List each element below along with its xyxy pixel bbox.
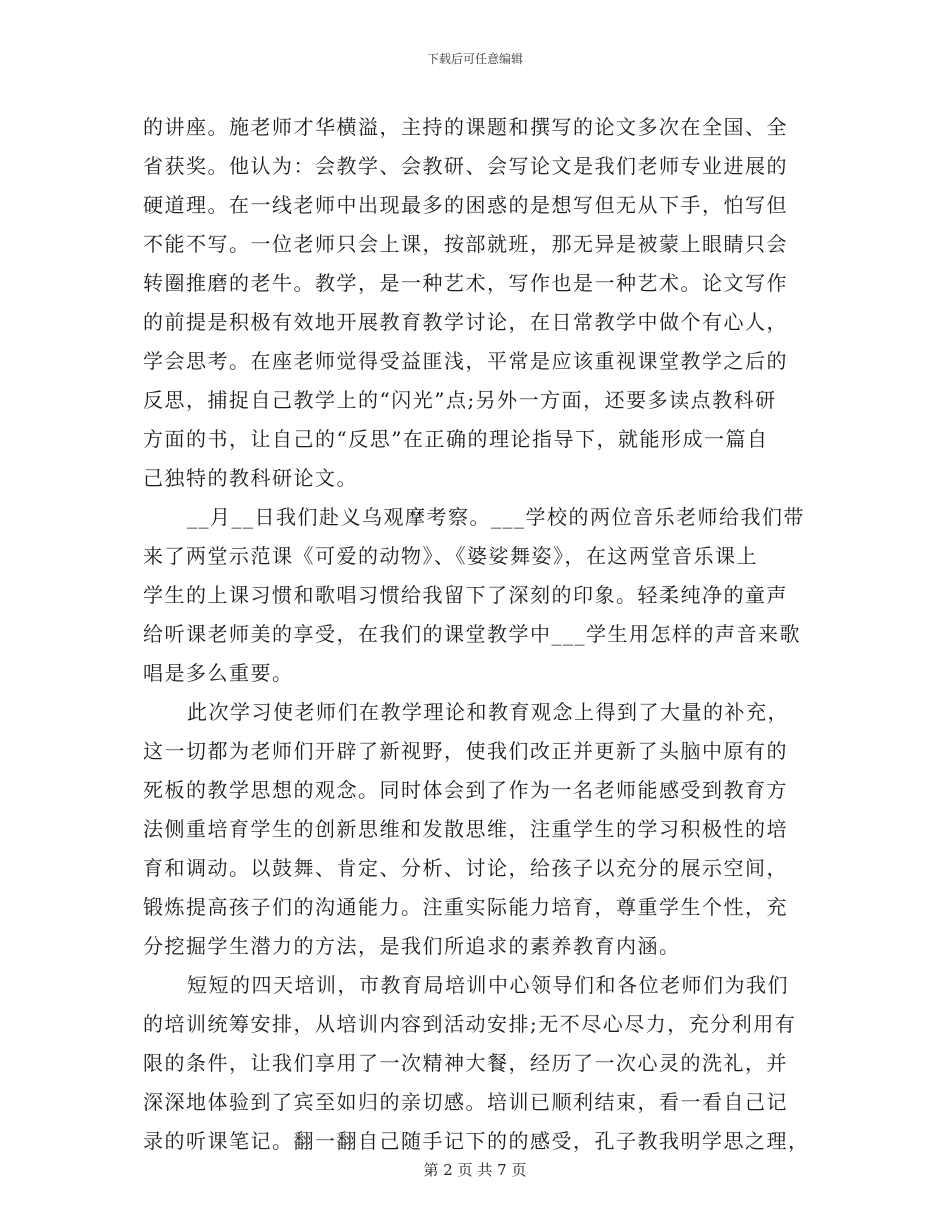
- text-line: 方面的书，让自己的“反思”在正确的理论指导下，就能形成一篇自: [143, 427, 769, 451]
- text-line: 省获奖。他认为：会教学、会教研、会写论文是我们老师专业进展的: [143, 154, 788, 178]
- document-body: [143, 108, 813, 1161]
- text-line: 学会思考。在座老师觉得受益匪浅，平常是应该重视课堂教学之后的: [143, 349, 788, 373]
- text-line: 不能不写。一位老师只会上课，按部就班，那无异是被蒙上眼睛只会: [143, 232, 788, 256]
- page-header: [0, 51, 950, 67]
- text-line: 录的听课笔记。翻一翻自己随手记下的的感受，孔子教我明学思之理，: [143, 1129, 810, 1153]
- page-number: 第 2 页 共 7 页: [423, 1161, 527, 1179]
- paragraph-3: [143, 693, 813, 966]
- text-line: 硬道理。在一线老师中出现最多的困惑的是想写但无从下手，怕写但: [143, 193, 788, 217]
- text-line: 限的条件，让我们享用了一次精神大餐，经历了一次心灵的洗礼，并: [143, 1051, 788, 1075]
- text-line: 唱是多么重要。: [143, 661, 294, 685]
- page-footer: [0, 1160, 950, 1180]
- text-line: 死板的教学思想的观念。同时体会到了作为一名老师能感受到教育方: [143, 778, 788, 802]
- text-line: __月__日我们赴义乌观摩考察。___学校的两位音乐老师给我们带: [187, 505, 805, 529]
- text-line: 给听课老师美的享受，在我们的课堂教学中___学生用怎样的声音来歌: [143, 622, 801, 646]
- text-line: 育和调动。以鼓舞、肯定、分析、讨论，给孩子以充分的展示空间，: [143, 856, 788, 880]
- header-note: 下载后可任意编辑: [426, 52, 523, 66]
- text-line: 短短的四天培训，市教育局培训中心领导们和各位老师们为我们: [187, 973, 789, 997]
- text-line: 分挖掘学生潜力的方法，是我们所追求的素养教育内涵。: [143, 934, 681, 958]
- paragraph-1: [143, 108, 813, 498]
- text-line: 法侧重培育学生的创新思维和发散思维，注重学生的学习积极性的培: [143, 817, 788, 841]
- text-line: 此次学习使老师们在教学理论和教育观念上得到了大量的补充，: [187, 700, 789, 724]
- text-line: 这一切都为老师们开辟了新视野，使我们改正并更新了头脑中原有的: [143, 739, 788, 763]
- text-line: 反思，捕捉自己教学上的“闪光”点;另外一方面，还要多读点教科研: [143, 388, 777, 412]
- text-line: 的讲座。施老师才华横溢，主持的课题和撰写的论文多次在全国、全: [143, 115, 788, 139]
- text-line: 学生的上课习惯和歌唱习惯给我留下了深刻的印象。轻柔纯净的童声: [143, 583, 788, 607]
- text-line: 来了两堂示范课《可爱的动物》、《婆娑舞姿》，在这两堂音乐课上: [143, 544, 758, 568]
- text-line: 深深地体验到了宾至如归的亲切感。培训已顺利结束，看一看自己记: [143, 1090, 788, 1114]
- text-line: 转圈推磨的老牛。教学，是一种艺术，写作也是一种艺术。论文写作: [143, 271, 788, 295]
- text-line: 的培训统筹安排，从培训内容到活动安排;无不尽心尽力，充分利用有: [143, 1012, 797, 1036]
- text-line: 己独特的教科研论文。: [143, 466, 358, 490]
- paragraph-4: [143, 966, 813, 1161]
- paragraph-2: [143, 498, 813, 693]
- text-line: 锻炼提高孩子们的沟通能力。注重实际能力培育，尊重学生个性，充: [143, 895, 788, 919]
- text-line: 的前提是积极有效地开展教育教学讨论，在日常教学中做个有心人，: [143, 310, 788, 334]
